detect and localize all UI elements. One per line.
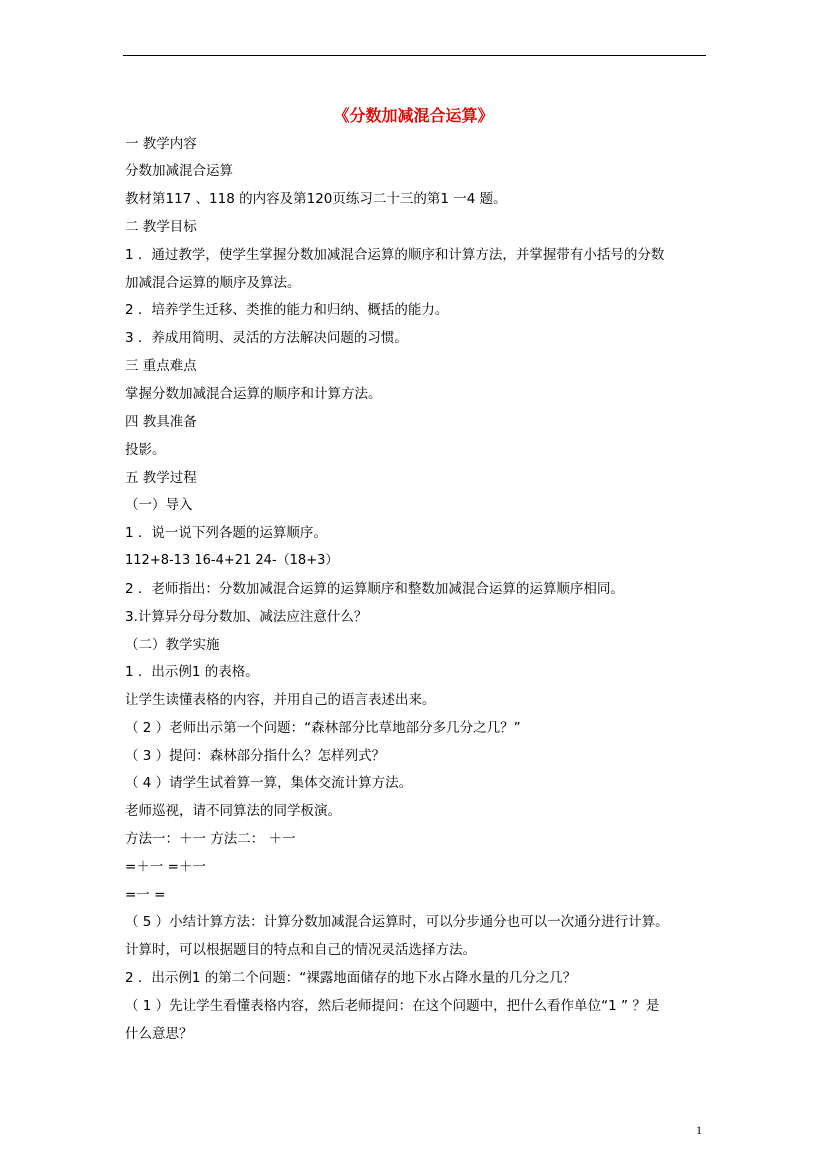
page-number: 1: [696, 1123, 702, 1137]
section-heading: 一 教学内容: [125, 136, 197, 152]
section-heading: 五 教学过程: [125, 470, 197, 486]
text-line: 1 ．说一说下列各题的运算顺序。: [125, 525, 327, 541]
sub-heading: （一）导入: [125, 497, 193, 513]
method-line: 方法一：＋一 方法二： ＋一: [125, 831, 296, 847]
text-line: 计算时，可以根据题目的特点和自己的情况灵活选择方法。: [125, 942, 476, 958]
text-line: 1 ．通过教学，使学生掌握分数加减混合运算的顺序和计算方法，并掌握带有小括号的分数: [125, 247, 665, 263]
text-line: 掌握分数加减混合运算的顺序和计算方法。: [125, 386, 382, 402]
text-line: （ 1 ）先让学生看懂表格内容，然后老师提问：在这个问题中，把什么看作单位“1 ” ？是: [125, 998, 660, 1014]
text-line: 什么意思？: [125, 1026, 193, 1042]
section-heading: 三 重点难点: [125, 358, 197, 374]
text-line: 老师巡视，请不同算法的同学板演。: [125, 803, 341, 819]
method-line: =一 =: [125, 887, 166, 903]
text-line: 2 ．培养学生迁移、类推的能力和归纳、概括的能力。: [125, 302, 449, 318]
text-line: （ 5 ）小结计算方法：计算分数加减混合运算时，可以分步通分也可以一次通分进行计算。: [125, 914, 669, 930]
section-heading: 四 教具准备: [125, 414, 197, 430]
text-line: 1 ．出示例1 的表格。: [125, 664, 259, 680]
text-line: 分数加减混合运算: [125, 163, 233, 179]
text-line: （ 4 ）请学生试着算一算，集体交流计算方法。: [125, 775, 413, 791]
header-rule: [123, 55, 706, 56]
text-line: 投影。: [125, 442, 166, 458]
text-line: 3.计算异分母分数加、减法应注意什么？: [125, 609, 368, 625]
sub-heading: （二）教学实施: [125, 637, 220, 653]
text-line: 3 ．养成用简明、灵活的方法解决问题的习惯。: [125, 330, 408, 346]
text-line: 2 ．老师指出：分数加减混合运算的运算顺序和整数加减混合运算的运算顺序相同。: [125, 581, 624, 597]
text-line: 加减混合运算的顺序及算法。: [125, 275, 301, 291]
text-line: 2 ．出示例1 的第二个问题：“裸露地面储存的地下水占降水量的几分之几？: [125, 970, 577, 986]
text-line: （ 2 ）老师出示第一个问题：“森林部分比草地部分多几分之几？”: [125, 720, 521, 736]
text-line: 教材第117 、118 的内容及第120页练习二十三的第1 一4 题。: [125, 191, 507, 207]
text-line: 让学生读懂表格的内容，并用自己的语言表述出来。: [125, 692, 436, 708]
section-heading: 二 教学目标: [125, 219, 197, 235]
method-line: =＋一 =＋一: [125, 859, 206, 875]
text-line: （ 3 ）提问：森林部分指什么？怎样列式？: [125, 748, 386, 764]
document-title: 《分数加减混合运算》: [333, 106, 494, 125]
expression-line: 112+8-13 16-4+21 24-（18+3）: [125, 553, 339, 568]
